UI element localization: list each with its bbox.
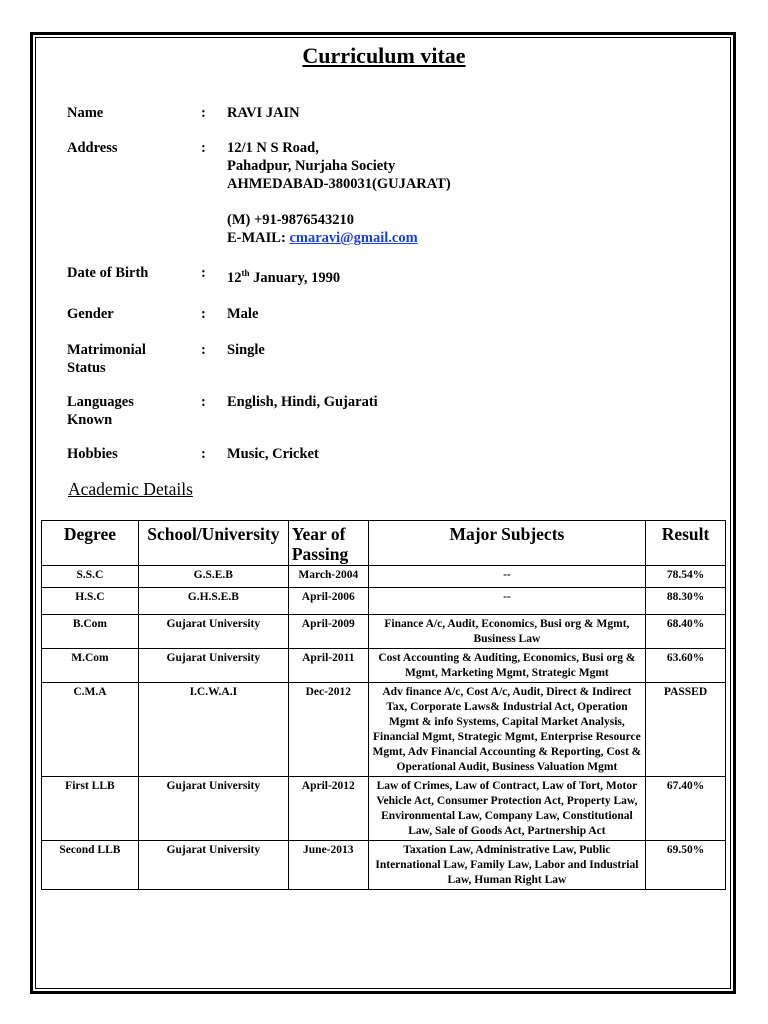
table-row	[42, 615, 726, 649]
table-row	[42, 841, 726, 890]
personal-info	[67, 104, 707, 463]
dob-month-year: January, 1990	[249, 269, 341, 286]
dob-row	[67, 264, 707, 287]
degree-cell: First LLB	[42, 777, 139, 841]
year-cell: April-2012	[288, 777, 368, 841]
school-cell: Gujarat University	[138, 615, 288, 649]
result-cell: 69.50%	[646, 841, 726, 890]
address-line-1: 12/1 N S Road,	[227, 140, 319, 156]
subjects-cell: Adv finance A/c, Cost A/c, Audit, Direct & Indirect Tax, Corporate Laws& Industrial Act, Operation Mgmt & info Systems, Capital Market Analysis, Financial Mgmt, Strategic Mgmt, Enterprise Resource Mgmt, Adv Financial Accounting & Reporting, Cost & Operational Audit, Business Valuation Mgmt	[368, 683, 645, 777]
school-cell: G.S.E.B	[138, 566, 288, 588]
subjects-cell: Taxation Law, Administrative Law, Public International Law, Family Law, Labor and Industrial Law, Human Right Law	[368, 841, 645, 890]
languages-label-line-2: Known	[67, 411, 113, 428]
result-cell: 78.54%	[646, 566, 726, 588]
result-cell: 67.40%	[646, 777, 726, 841]
email-link[interactable]: cmaravi@gmail.com	[289, 230, 418, 246]
academic-heading: Academic Details	[68, 479, 193, 499]
name-label: Name	[67, 105, 104, 121]
school-cell: I.C.W.A.I	[138, 683, 288, 777]
degree-cell: S.S.C	[42, 566, 139, 588]
school-cell: Gujarat University	[138, 777, 288, 841]
matrimonial-row	[67, 341, 707, 377]
year-cell: Dec-2012	[288, 683, 368, 777]
matrimonial-value: Single	[227, 341, 265, 358]
address-line-2: Pahadpur, Nurjaha Society	[227, 158, 396, 174]
mobile-number: (M) +91-9876543210	[227, 212, 355, 228]
address-row	[67, 139, 707, 247]
year-cell: April-2006	[288, 588, 368, 615]
result-cell: PASSED	[646, 683, 726, 777]
matrimonial-label	[67, 341, 201, 377]
degree-cell: B.Com	[42, 615, 139, 649]
gender-row	[67, 305, 707, 323]
table-header-row	[42, 521, 726, 566]
matrimonial-label-line-1: Matrimonial	[67, 341, 146, 358]
header-subjects: Major Subjects	[368, 521, 645, 566]
gender-value: Male	[227, 305, 259, 322]
result-cell: 63.60%	[646, 649, 726, 683]
school-cell: Gujarat University	[138, 649, 288, 683]
table-row	[42, 588, 726, 615]
gender-label: Gender	[67, 305, 114, 322]
table-row	[42, 649, 726, 683]
dob-value	[227, 264, 707, 287]
languages-label	[67, 393, 201, 429]
hobbies-label: Hobbies	[67, 445, 118, 462]
email-line	[227, 229, 707, 247]
header-result: Result	[646, 521, 726, 566]
colon: :	[201, 105, 206, 121]
email-prefix: E-MAIL:	[227, 230, 290, 246]
address-line-3: AHMEDABAD-380031(GUJARAT)	[227, 176, 451, 192]
degree-cell: C.M.A	[42, 683, 139, 777]
subjects-cell: Law of Crimes, Law of Contract, Law of Tort, Motor Vehicle Act, Consumer Protection Act, Property Law, Environmental Law, Company Law, Constitutional Law, Sale of Goods Act, Partnership Act	[368, 777, 645, 841]
colon: :	[201, 265, 206, 281]
table-row	[42, 777, 726, 841]
dob-suffix: th	[241, 268, 250, 278]
colon: :	[201, 445, 206, 462]
hobbies-row	[67, 445, 707, 463]
result-cell: 68.40%	[646, 615, 726, 649]
school-cell: G.H.S.E.B	[138, 588, 288, 615]
name-value: RAVI JAIN	[227, 105, 300, 121]
colon: :	[201, 305, 206, 322]
subjects-cell: Cost Accounting & Auditing, Economics, Busi org & Mgmt, Marketing Mgmt, Strategic Mgmt	[368, 649, 645, 683]
year-cell: June-2013	[288, 841, 368, 890]
year-cell: April-2011	[288, 649, 368, 683]
school-cell: Gujarat University	[138, 841, 288, 890]
hobbies-value: Music, Cricket	[227, 445, 319, 462]
languages-label-line-1: Languages	[67, 393, 134, 410]
dob-label: Date of Birth	[67, 265, 149, 281]
dob-day: 12	[227, 269, 242, 286]
header-degree: Degree	[42, 521, 139, 566]
academic-table	[41, 520, 726, 890]
subjects-cell: Finance A/c, Audit, Economics, Busi org & Mgmt, Business Law	[368, 615, 645, 649]
result-cell: 88.30%	[646, 588, 726, 615]
degree-cell: Second LLB	[42, 841, 139, 890]
document-title: Curriculum vitae	[302, 43, 466, 68]
matrimonial-label-line-2: Status	[67, 359, 106, 376]
address-value	[227, 139, 707, 247]
year-cell: April-2009	[288, 615, 368, 649]
subjects-cell: --	[368, 588, 645, 615]
colon: :	[201, 341, 206, 358]
header-school: School/University	[138, 521, 288, 566]
degree-cell: H.S.C	[42, 588, 139, 615]
degree-cell: M.Com	[42, 649, 139, 683]
name-row	[67, 104, 707, 122]
table-row	[42, 566, 726, 588]
languages-row	[67, 393, 707, 429]
header-year: Year of Passing	[288, 521, 368, 566]
colon: :	[201, 393, 206, 410]
table-row	[42, 683, 726, 777]
address-label: Address	[67, 140, 118, 156]
languages-value: English, Hindi, Gujarati	[227, 393, 378, 410]
year-cell: March-2004	[288, 566, 368, 588]
colon: :	[201, 140, 206, 156]
subjects-cell: --	[368, 566, 645, 588]
